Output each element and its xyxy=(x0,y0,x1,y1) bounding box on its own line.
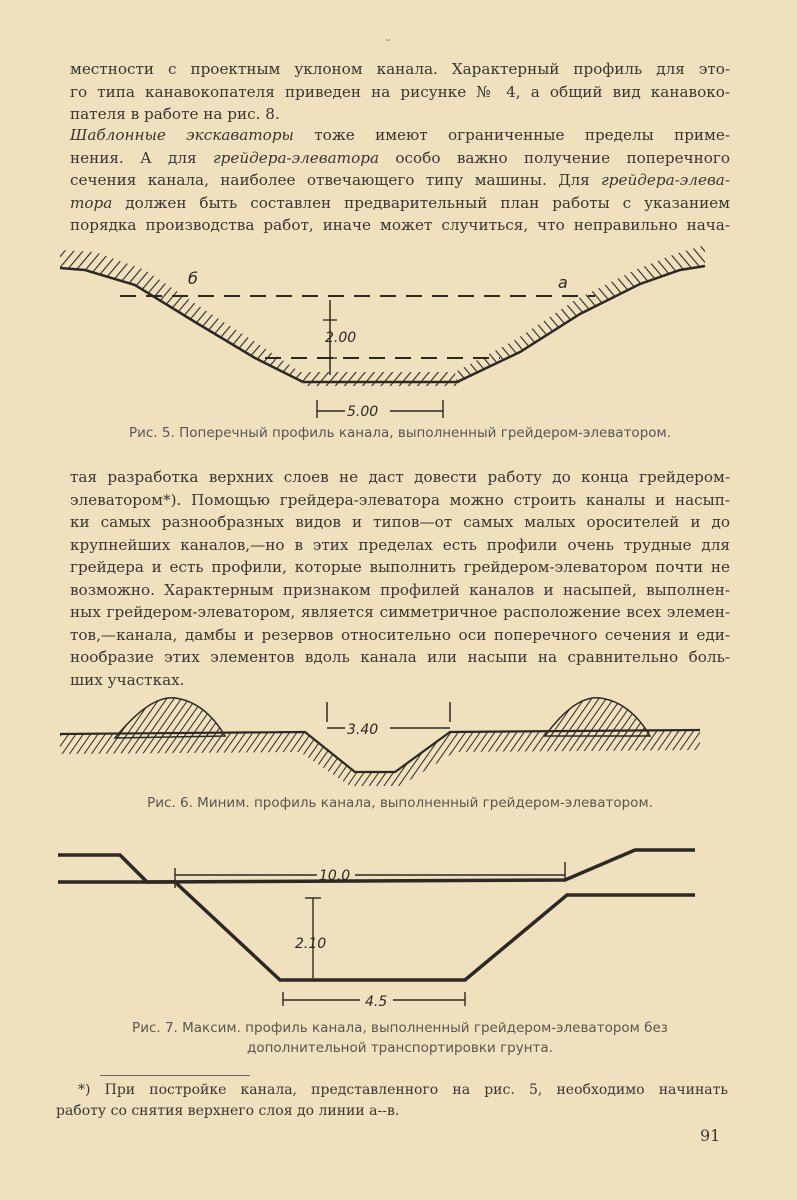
text-run: должен быть составлен предварительный план работы с указанием xyxy=(112,193,730,212)
footnote-line: *) При постройке канала, представленного на рис. 5, необходимо начинать xyxy=(78,1082,728,1098)
label-a: а xyxy=(558,273,568,292)
text-line: ки самых разнообразных видов и типов—от самых малых оросителей и до xyxy=(70,513,730,531)
upper-profile-line xyxy=(58,850,695,882)
text-line: местности с проектным уклоном канала. Характерный профиль для это- xyxy=(70,60,730,78)
page-number: 91 xyxy=(700,1126,721,1145)
text-line: ших участках. xyxy=(70,670,185,689)
footnote-divider xyxy=(100,1075,250,1076)
paragraph-3 xyxy=(70,466,730,691)
text-line: порядка производства работ, иначе может случиться, что неправильно нача- xyxy=(70,216,730,234)
bottom-width-label: 5.00 xyxy=(347,404,379,420)
text-run: сечения канала, наиболее отвечающего типу машины. Для xyxy=(70,171,602,189)
paragraph-1 xyxy=(70,58,730,126)
top-width-label: 10.0 xyxy=(319,868,351,884)
text-line: грейдера и есть профили, которые выполнить грейдером-элеватором почти не xyxy=(70,558,730,576)
text-line: элеватором*). Помощью грейдера-элеватора можно строить каналы и насып- xyxy=(70,490,730,509)
figure-7-drawing xyxy=(55,840,715,1015)
text-line: возможно. Характерным признаком профилей каналов и насыпей, выполнен- xyxy=(70,580,730,599)
text-line: нообразие этих элементов вдоль канала или насыпи на сравнительно боль- xyxy=(70,648,730,666)
text-line: тая разработка верхних слоев не даст довести работу до конца грейдером- xyxy=(70,468,730,486)
text-run: нения. А для xyxy=(70,148,213,167)
text-line: крупнейших каналов,—но в этих пределах есть профили очень трудные для xyxy=(70,535,730,554)
caption-text: Рис. 7. Максим. профиль канала, выполненный грейдером-элеватором без xyxy=(132,1020,668,1036)
italic-term: тора xyxy=(70,193,113,212)
footnote-line: работу со снятия верхнего слоя до линии а--в. xyxy=(56,1103,400,1119)
text-line xyxy=(70,147,730,170)
text-line xyxy=(70,124,730,147)
figure-5-caption xyxy=(60,423,740,443)
bottom-width-label: 4.5 xyxy=(365,994,388,1010)
text-line: пателя в работе на рис. 8. xyxy=(70,105,280,123)
caption-text: дополнительной транспортировки грунта. xyxy=(247,1040,553,1056)
text-line xyxy=(70,169,730,192)
footnote xyxy=(56,1080,728,1122)
channel-bottom-hatching xyxy=(300,372,457,386)
italic-term: грейдера-элеватора xyxy=(212,148,380,167)
text-line xyxy=(70,192,730,215)
italic-term: Шаблонные экскаваторы xyxy=(70,126,294,144)
ground-hatching xyxy=(60,730,700,786)
figure-7-caption xyxy=(60,1018,740,1058)
lower-profile-line xyxy=(58,882,695,980)
channel-width-label: 3.40 xyxy=(347,722,379,738)
caption-text: Рис. 5. Поперечный профиль канала, выполненный грейдером-элеватором. xyxy=(129,425,671,441)
caption-text: Рис. 6. Миним. профиль канала, выполненный грейдером-элеватором. xyxy=(147,795,653,811)
label-b: б xyxy=(188,269,198,288)
text-line: тов,—канала, дамбы и резервов относительно оси поперечного сечения и еди- xyxy=(70,625,730,644)
depth-label: 2.10 xyxy=(295,936,327,952)
figure-6-caption xyxy=(60,793,740,813)
figure-5-drawing xyxy=(55,240,715,425)
text-line: го типа канавокопателя приведен на рисунке № 4, а общий вид канавоко- xyxy=(70,82,730,101)
left-bank-hatching xyxy=(60,250,303,382)
top-mark: ᵕ xyxy=(386,34,391,48)
depth-label: 2.00 xyxy=(325,330,357,346)
italic-term: грейдера-элева- xyxy=(601,171,730,189)
text-line: ных грейдером-элеватором, является симметричное расположение всех элемен- xyxy=(70,603,730,621)
figure-6-drawing xyxy=(55,690,705,790)
text-run: тоже имеют ограниченные пределы приме- xyxy=(293,126,730,144)
paragraph-2 xyxy=(70,124,730,237)
text-run: особо важно получение поперечного xyxy=(379,148,730,167)
